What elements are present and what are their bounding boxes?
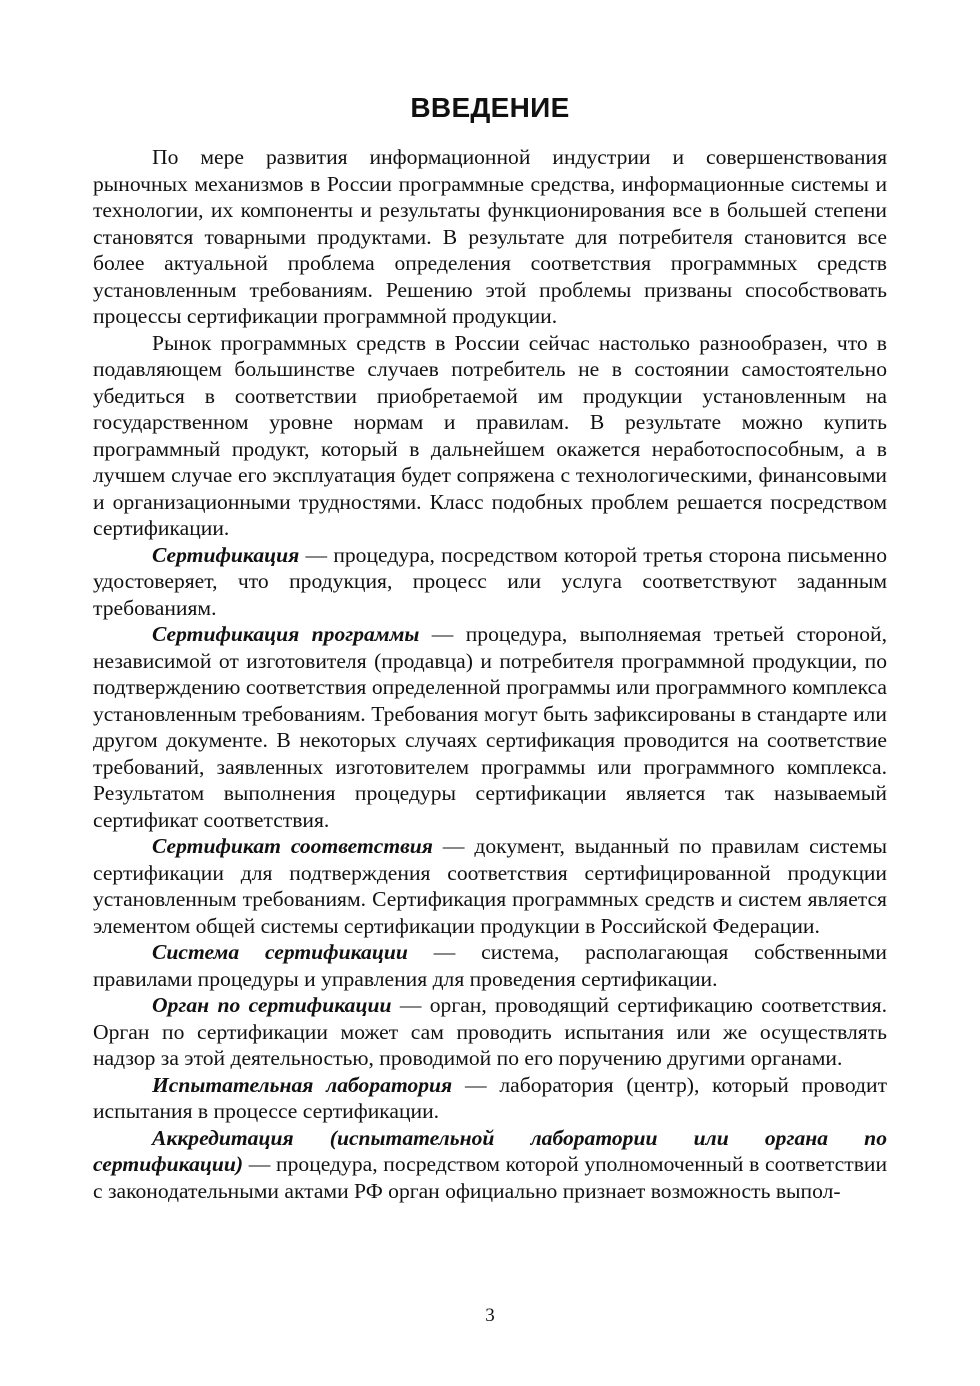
definition-conformity-certificate	[93, 833, 887, 939]
document-page	[93, 92, 887, 1204]
definition-term: Система сертификации	[152, 940, 408, 964]
definition-text: — лаборатория (центр), который проводит испытания в процессе сертификации.	[93, 1072, 888, 1123]
definition-text: — процедура, посредством которой уполномоченный в соответствии с законодательными актами РФ орган официально признает возможность выпол-	[93, 1152, 887, 1203]
definition-term: Аккредитация (испытательной лаборатории или органа по сертификации)	[93, 1125, 887, 1176]
definition-term: Сертификация	[152, 542, 300, 567]
definition-text: — орган, проводящий сертификацию соответствия. Орган по сертификации может сам проводить испытания или же осуществлять надзор за этой деятельностью, проводимой по его поручению другими органами.	[93, 993, 887, 1070]
definition-text: — документ, выданный по правилам системы сертификации для подтверждения соответствия сертифицированной продукции установленным требованиям. Сертификация программных средств и систем является элементом общей системы сертификации продукции в Российской Федерации.	[93, 834, 887, 938]
definition-text: — процедура, посредством которой третья сторона письменно удостоверяет, что продукция, процесс или услуга соответствуют заданным требованиям.	[93, 542, 887, 620]
paragraph-intro-1	[93, 144, 887, 330]
definition-term: Орган по сертификации	[152, 993, 392, 1017]
definition-term: Сертификат соответствия	[152, 834, 433, 858]
paragraph-text: Рынок программных средств в России сейчас настолько разнообразен, что в подавляющем большинстве случаев потребитель не в состоянии самостоятельно убедиться в соответствии приобретаемой им продукции установленным на государственном уровне нормам и правилам. В результате можно купить программный продукт, который в дальнейшем окажется неработоспособным, а в лучшем случае его эксплуатация будет сопряжена с технологическими, финансовыми и организационными трудностями. Класс подобных проблем решается посредством сертификации.	[93, 330, 887, 540]
definition-program-certification	[93, 621, 887, 833]
page-title: ВВЕДЕНИЕ	[410, 92, 570, 123]
definition-text: — система, располагающая собственными правилами процедуры и управления для проведения сертификации.	[93, 940, 887, 991]
definition-text: — процедура, выполняемая третьей стороной, независимой от изготовителя (продавца) и потребителя программной продукции, по подтверждению соответствия определенной программы или программного комплекса установленным требованиям. Требования могут быть зафиксированы в стандарте или другом документе. В некоторых случаях сертификация проводится на соответствие требований, заявленных изготовителем программы или программного комплекса. Результатом выполнения процедуры сертификации является так называемый сертификат соответствия.	[93, 622, 887, 832]
definition-term: Сертификация программы	[152, 622, 420, 646]
definition-certification	[93, 542, 887, 622]
definition-certification-system	[93, 939, 887, 992]
definition-accreditation	[93, 1125, 887, 1205]
definition-term: Испытательная лаборатория	[152, 1072, 453, 1097]
definition-testing-laboratory	[93, 1072, 887, 1125]
page-number: 3	[485, 1305, 495, 1326]
paragraph-text: По мере развития информационной индустрии и совершенствования рыночных механизмов в России программные средства, информационные системы и технологии, их компоненты и результаты функционирования все в большей степени становятся товарными продуктами. В результате для потребителя становится все более актуальной проблема определения соответствия программных средств установленным требованиям. Решению этой проблемы призваны способствовать процессы сертификации программной продукции.	[93, 145, 887, 328]
paragraph-intro-2	[93, 330, 887, 542]
definition-certification-body	[93, 992, 887, 1072]
